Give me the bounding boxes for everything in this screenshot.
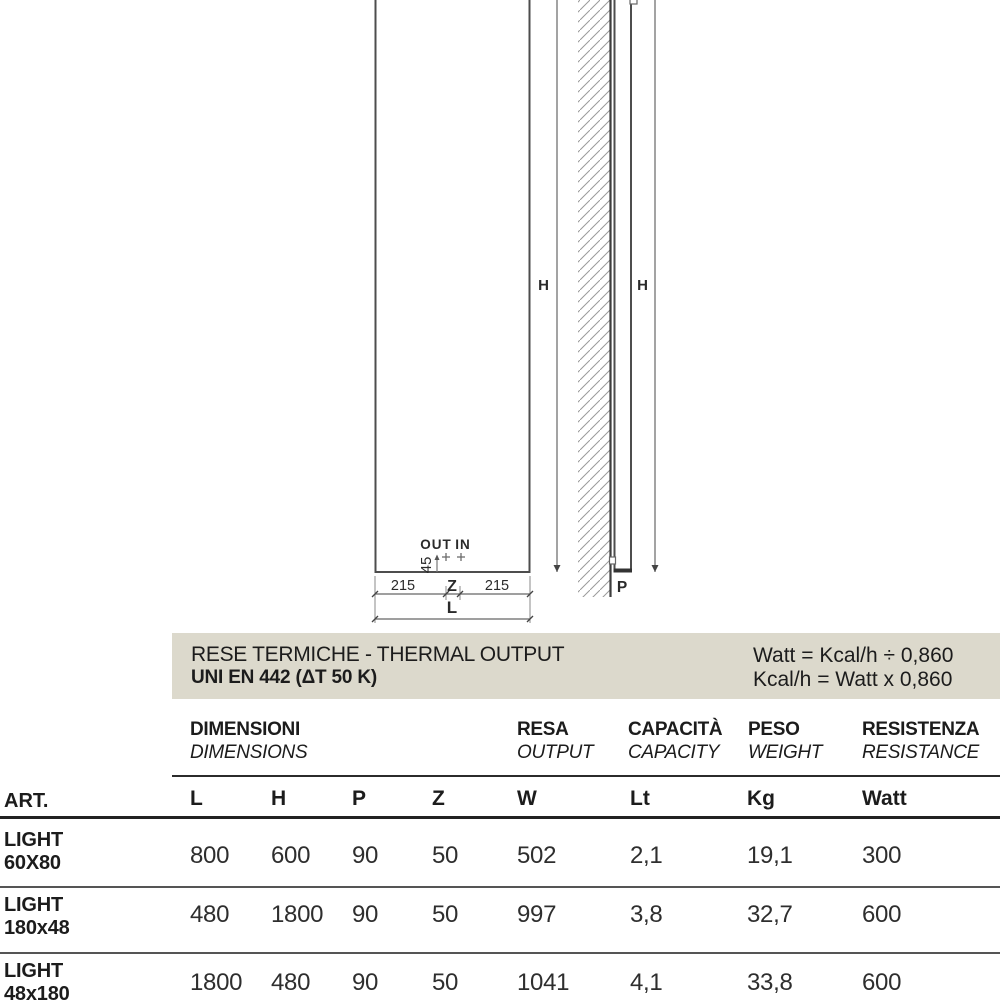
cell-h: 1800 <box>271 901 324 928</box>
cell-h: 600 <box>271 842 311 869</box>
depth-label: P <box>616 579 628 596</box>
cell-lt: 2,1 <box>630 842 663 869</box>
row-label-light-48x180 <box>4 960 70 1006</box>
row-separator <box>0 952 1000 954</box>
column-header-p: P <box>352 787 367 810</box>
cell-p: 90 <box>352 969 379 996</box>
row-name-line1: LIGHT <box>4 960 63 982</box>
cell-kg: 33,8 <box>747 969 793 996</box>
group-dimensioni: DIMENSIONI <box>190 719 300 740</box>
cell-kg: 19,1 <box>747 842 793 869</box>
cell-kg: 32,7 <box>747 901 793 928</box>
band-formula-kcal: Kcal/h = Watt x 0,860 <box>753 668 953 691</box>
band-title: RESE TERMICHE - THERMAL OUTPUT <box>191 643 565 666</box>
group-dimensions: DIMENSIONS <box>190 742 308 763</box>
cell-lt: 3,8 <box>630 901 663 928</box>
row-separator <box>0 886 1000 888</box>
cell-z: 50 <box>432 969 459 996</box>
wall-bracket-top <box>630 0 637 4</box>
row-name-line2: 60X80 <box>4 852 61 874</box>
front-view-panel <box>376 0 530 572</box>
band-standard: UNI EN 442 (ΔT 50 K) <box>191 667 377 688</box>
group-peso: PESO <box>748 719 800 740</box>
in-label: IN <box>455 537 471 552</box>
group-header-rule <box>172 775 1000 777</box>
out-label: OUT <box>420 537 452 552</box>
column-header-h: H <box>271 787 287 810</box>
band-formula-watt: Watt = Kcal/h ÷ 0,860 <box>753 644 954 667</box>
cell-l: 800 <box>190 842 230 869</box>
art-column-header: ART. <box>4 790 49 812</box>
row-name-line2: 48x180 <box>4 983 70 1005</box>
cell-watt: 600 <box>862 901 902 928</box>
thermal-output-band <box>172 633 1000 699</box>
dim-215-left: 215 <box>390 578 416 594</box>
wall-hatching <box>578 0 610 597</box>
row-label-light-180x48 <box>4 894 70 940</box>
group-resistenza: RESISTENZA <box>862 719 980 740</box>
cell-watt: 600 <box>862 969 902 996</box>
column-header-watt: Watt <box>862 787 907 810</box>
cell-w: 502 <box>517 842 557 869</box>
column-header-w: W <box>517 787 537 810</box>
row-name-line1: LIGHT <box>4 894 63 916</box>
dim-l-label: L <box>446 598 458 617</box>
side-height-label: H <box>637 277 648 294</box>
cell-l: 1800 <box>190 969 243 996</box>
front-height-label: H <box>538 277 549 294</box>
column-header-lt: Lt <box>630 787 650 810</box>
cell-lt: 4,1 <box>630 969 663 996</box>
column-header-z: Z <box>432 787 445 810</box>
group-resa: RESA <box>517 719 569 740</box>
cell-z: 50 <box>432 901 459 928</box>
cell-w: 997 <box>517 901 557 928</box>
group-resistance: RESISTANCE <box>862 742 980 763</box>
cell-p: 90 <box>352 901 379 928</box>
dim-z-label: Z <box>447 578 457 595</box>
column-header-l: L <box>190 787 203 810</box>
cell-z: 50 <box>432 842 459 869</box>
group-output: OUTPUT <box>517 742 594 763</box>
row-name-line2: 180x48 <box>4 917 70 939</box>
row-label-light-60x80 <box>4 829 63 875</box>
offset-dim-value: 45 <box>417 556 435 574</box>
table-header-rule <box>0 816 1000 819</box>
cell-h: 480 <box>271 969 311 996</box>
side-view-profile <box>615 0 632 571</box>
cell-l: 480 <box>190 901 230 928</box>
dim-215-right: 215 <box>484 578 510 594</box>
group-capacita: CAPACITÀ <box>628 719 723 740</box>
group-capacity: CAPACITY <box>628 742 720 763</box>
column-header-kg: Kg <box>747 787 775 810</box>
wall-bracket <box>610 557 616 564</box>
front-height-arrow <box>554 565 561 572</box>
group-weight: WEIGHT <box>748 742 823 763</box>
cell-w: 1041 <box>517 969 570 996</box>
cell-watt: 300 <box>862 842 902 869</box>
side-height-arrow <box>652 565 659 572</box>
cell-p: 90 <box>352 842 379 869</box>
row-name-line1: LIGHT <box>4 829 63 851</box>
